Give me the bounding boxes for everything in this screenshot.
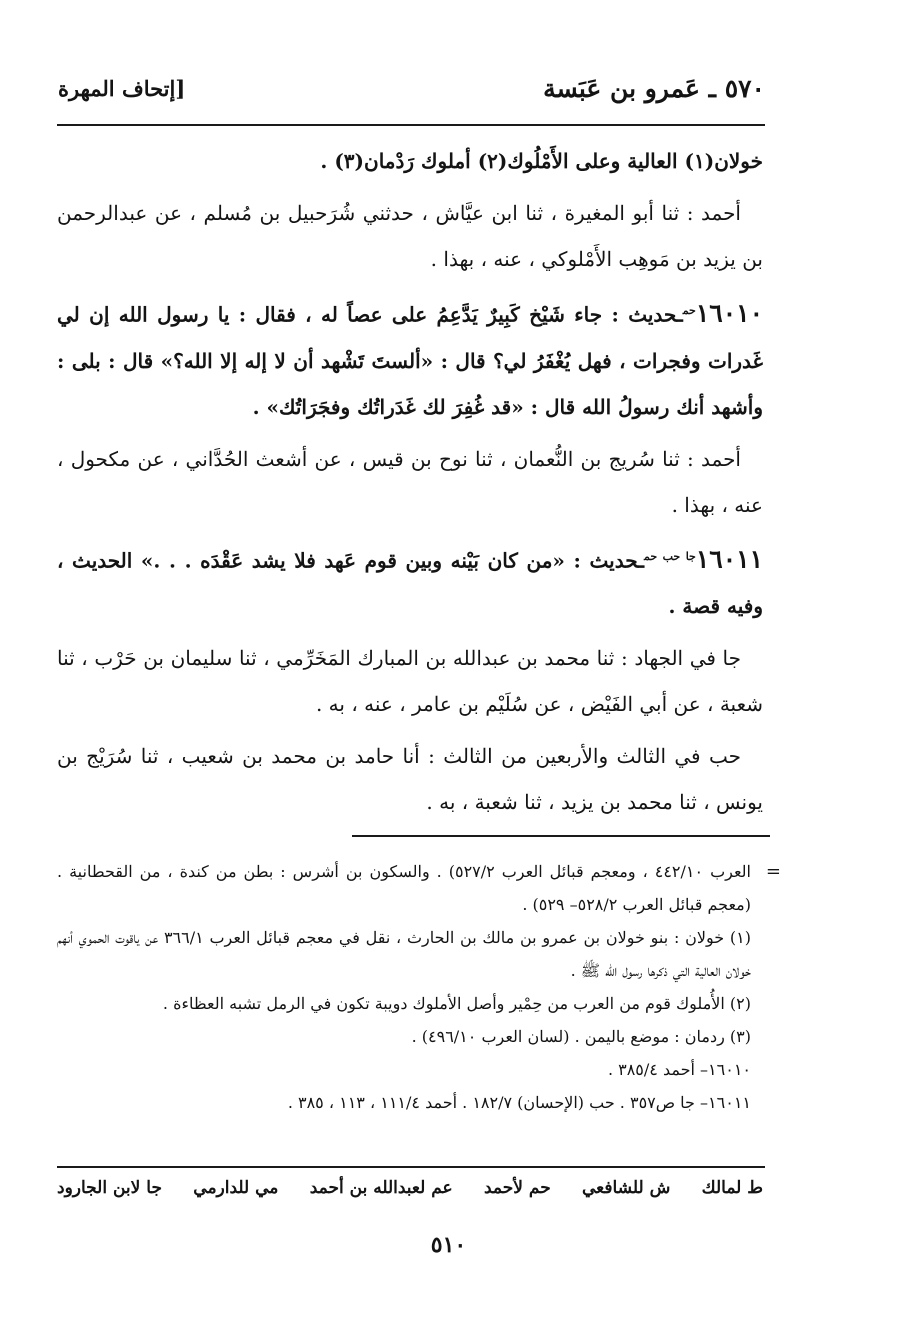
paragraph: أحمد : ثنا أبو المغيرة ، ثنا ابن عيَّاش ، حدثني شُرَحبيل بن مُسلم ، عن عبدالرحمن بن يزيد بن مَوهِب الأَمْلوكي ، عنه ، بهذا . <box>57 201 763 271</box>
continuation-mark: = <box>765 861 781 882</box>
abbreviation: مي للدارمي <box>193 1178 279 1198</box>
paragraph: جا في الجهاد : ثنا محمد بن عبدالله بن المبارك المَخَرِّمي ، ثنا سليمان بن حَرْب ، ثنا شعبة ، عن أبي الفَيْض ، عن سُلَيْم بن عامر ، عنه ، به . <box>57 646 763 717</box>
abbreviation-key <box>57 1178 763 1198</box>
source-marks: جا حب حم <box>644 549 696 563</box>
main-text <box>57 138 763 831</box>
source-marks: حم <box>682 304 696 317</box>
abbreviation: حم لأحمد <box>484 1178 551 1198</box>
hadith-entry <box>57 534 763 630</box>
footnote: ١٦٠١٠– أحمد ٣٨٥/٤ . <box>607 1060 751 1079</box>
paragraph: أحمد : ثنا سُريج بن النُّعمان ، ثنا نوح بن قيس ، عن أشعث الحُدَّاني ، عن مكحول ، عنه ، بهذا . <box>57 446 763 517</box>
hadith-entry <box>57 288 763 430</box>
hadith-number: ١٦٠١١ <box>695 544 763 574</box>
footnote: (١) خولان : بنو خولان بن عمرو بن مالك بن الحارث ، نقل في معجم قبائل العرب ٣٦٦/١ عن ياقوت الحموي أنهم خولان العالية التي ذكرها رسول الله ﷺ . <box>57 928 752 980</box>
paragraph: حب في الثالث والأربعين من الثالث : أنا حامد بن محمد بن شعيب ، ثنا سُرَيْج بن يونس ، ثنا محمد بن يزيد ، ثنا شعبة ، به . <box>57 744 763 815</box>
footnote: العرب ٤٤٢/١٠ ، ومعجم قبائل العرب ٥٢٧/٢) . والسكون بن أشرس : بطن من كندة ، من القحطانية . (معجم قبائل العرب ٥٢٨/٢– ٥٢٩) . <box>57 862 751 914</box>
footnote: (٢) الأُملوك قوم من العرب من حِمْير وأصل الأملوك دويبة تكون في الرمل تشبه العظاءة . <box>162 994 751 1013</box>
hadith-text: ـحديث : جاء شَيْخ كَبِيرٌ يَدَّعِمُ على عصاً له ، فقال : يا رسول الله إن لي غَدرات وفجرات ، فهل يُغْفَرُ لي؟ قال : «ألستَ تَشْهد أن لا إله إلا الله؟» قال : بلى : وأشهد أنك رسولُ الله قال : «قد غُفِرَ لك غَدَراتُك وفجَرَاتُك» . <box>57 302 763 419</box>
abbreviation: ط لمالك <box>701 1178 763 1198</box>
running-header <box>58 66 765 110</box>
hadith-number: ١٦٠١٠ <box>695 298 763 328</box>
footnotes <box>57 855 781 1119</box>
footnote: (٣) ردمان : موضع باليمن . (لسان العرب ٤٩٦/١٠) . <box>411 1027 751 1046</box>
footnote: ١٦٠١١– جا ص٣٥٧ . حب (الإحسان) ١٨٢/٧ . أحمد ١١١/٤ ، ١١٣ ، ٣٨٥ . <box>287 1093 751 1112</box>
paragraph: خولان(١) العالية وعلى الأَمْلُوك(٢) أملوك رَدْمان(٣) . <box>320 149 763 173</box>
abbrev-rule <box>57 1166 765 1168</box>
page-number: ٥١٠ <box>430 1232 467 1258</box>
abbreviation: جا لابن الجارود <box>57 1178 162 1198</box>
footnote-rule <box>352 835 770 837</box>
book-title: [إتحاف المهرة <box>58 76 186 101</box>
abbreviation: عم لعبدالله بن أحمد <box>309 1178 453 1198</box>
header-rule <box>57 124 765 126</box>
entry-title: ٥٧٠ ـ عَمرو بن عَبَسة <box>543 74 765 103</box>
abbreviation: ش للشافعي <box>582 1178 671 1198</box>
hadith-text: ـحديث : «من كان بَيْنه وبين قوم عَهد فلا يشد عَقْدَه . . .» الحديث ، وفيه قصة . <box>57 548 763 619</box>
